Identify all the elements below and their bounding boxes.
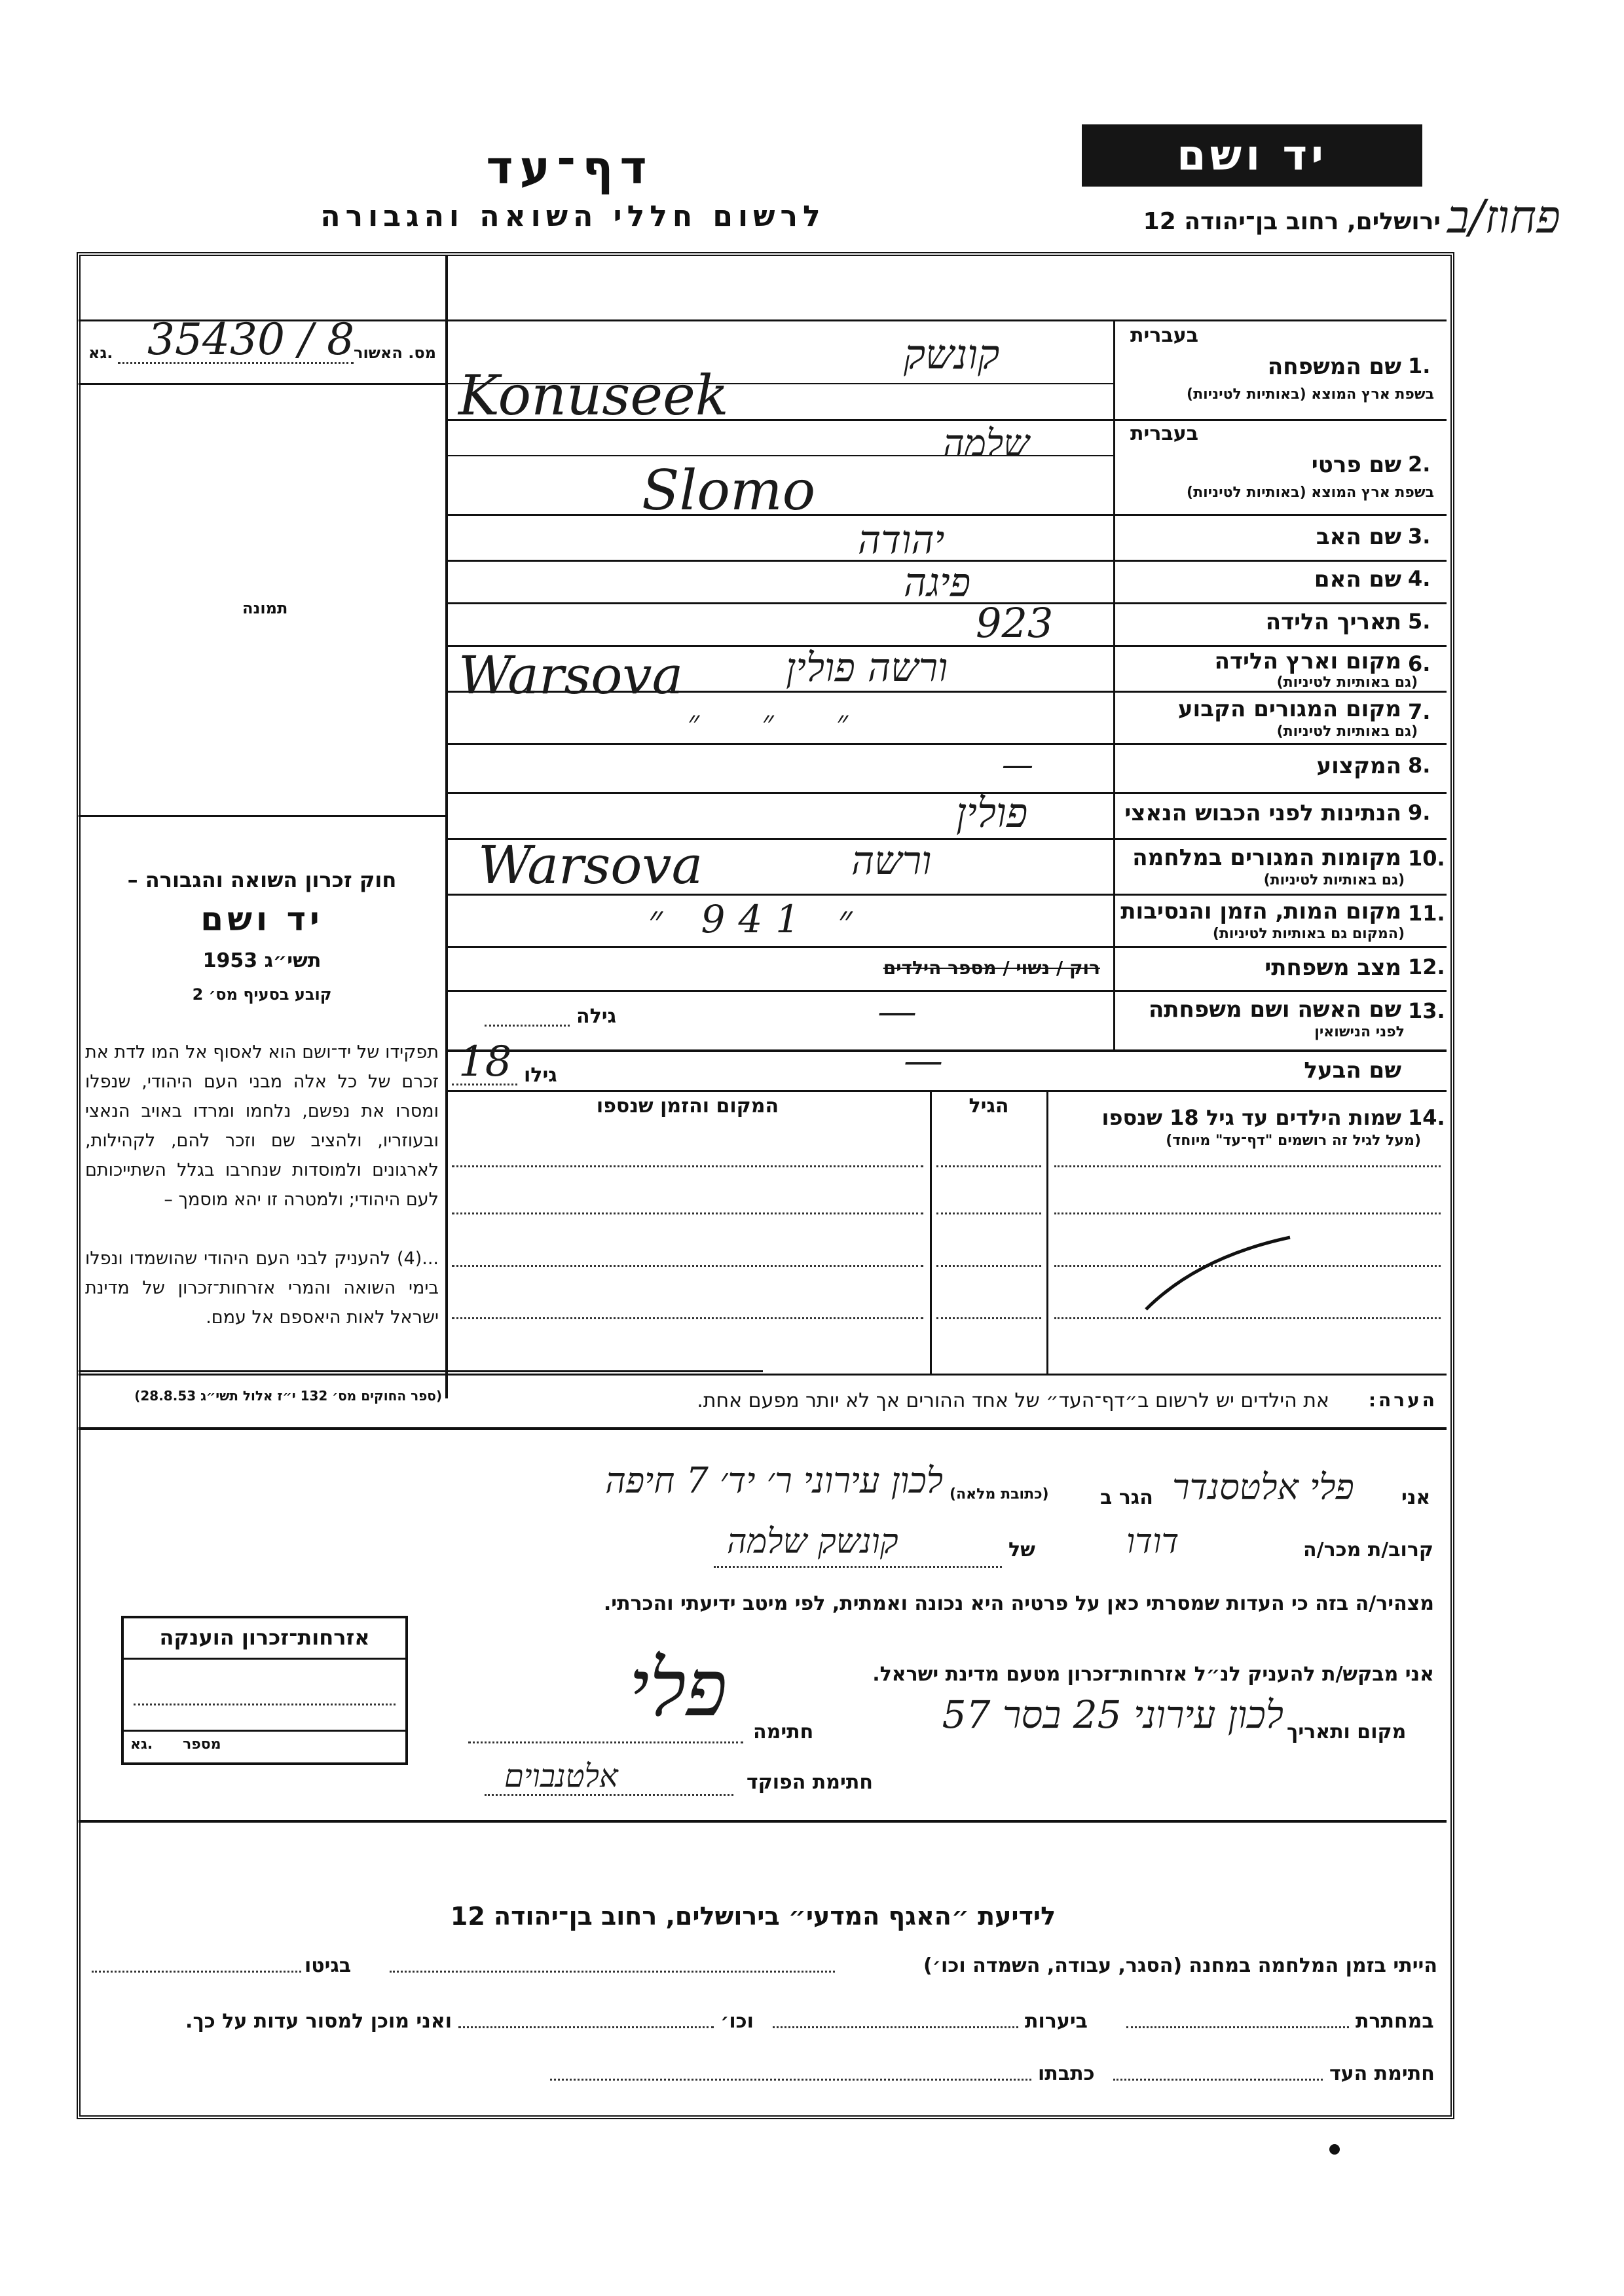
field-4-label: שם האם [1314, 566, 1401, 592]
witness-address-label: כתבתו [1038, 2062, 1095, 2085]
field-9-label: הנתינות לפני הכבוש הנאצי [1124, 800, 1401, 826]
relative-label: קרוב/ת מכר/ה [1303, 1539, 1433, 1561]
form-title: דף־עד [486, 141, 654, 194]
resides-label: הגר ב [1100, 1486, 1153, 1509]
forests-label: ביערות [1025, 2010, 1088, 2033]
field-5-label: תאריך הלידה [1265, 609, 1401, 635]
declarant-address: לכון עירוני ר׳ יד׳ 7 חיפה [605, 1460, 943, 1501]
field-2-sub: בשפת ארץ המוצא (באותיות לטיניות) [1187, 484, 1434, 501]
field-13-value: — [877, 989, 917, 1034]
law-section: קובע בסעיף מס׳ 2 [192, 985, 332, 1004]
field-2-lang: בעברית [1130, 422, 1198, 445]
header-address: ירושלים, רחוב בן־יהודה 12 [1143, 208, 1441, 235]
form-subtitle: לרשום חללי השואה והגבורה [320, 200, 826, 233]
serial-suffix: גא. [88, 344, 113, 362]
field-9-num: 9. [1408, 800, 1431, 825]
field-12-value: רוק / נשוי / מספר הילדים [883, 957, 1100, 979]
note-label: הערה: [1368, 1389, 1437, 1411]
partisans-label: במחתרת [1356, 2010, 1434, 2033]
bottom-line1: הייתי בזמן המלחמה במחנה (הסגר, עבודה, השמדה וכו׳) [923, 1954, 1437, 1977]
place-date-value: לכון עירוני 25 בסר 57 [942, 1692, 1283, 1737]
field-8-num: 8. [1408, 753, 1431, 778]
children-sub: (מעל לגיל זה רושמים "דף־עד" מיוחד) [1166, 1133, 1421, 1149]
law-reference: (ספר החוקים מס׳ 132 י״ז אלול תשי״ג 28.8.53) [134, 1388, 442, 1404]
field-2-hebrew-value: שלמה [943, 422, 1029, 465]
field-3-value: יהודה [858, 517, 945, 563]
field-13-label: שם האשה ושם משפחתה [1148, 996, 1401, 1023]
husband-value-dash: — [904, 1038, 943, 1084]
citizenship-box [121, 1616, 408, 1765]
declaration-request: אני מבקש/ת להעניק לנ״ל אזרחות־זכרון מטעם מדינת ישראל. [872, 1663, 1434, 1686]
field-10-num: 10. [1408, 846, 1445, 871]
wife-age-label: גילה [576, 1005, 616, 1028]
husband-label: שם הבעל [1304, 1057, 1401, 1084]
witness-signature-label: חתימת העד [1329, 2062, 1435, 2085]
field-6-sub: (גם באותיות לטיניות) [1276, 674, 1418, 691]
husband-age-label: גילו [524, 1064, 557, 1087]
field-10-latin-value: Warsova [478, 835, 703, 896]
of-label: של [1008, 1539, 1035, 1561]
declaration-statement: מצהיר/ה בזה כי העדות שמסרתי כאן על פרטיה היא נכונה ואמתית, לפי מיטב ידיעתי והכרתי. [603, 1592, 1434, 1615]
field-7-sub: (גם באותיות לטיניות) [1276, 723, 1418, 740]
signature-value: פלי [629, 1643, 728, 1734]
field-11-sub: (המקום גם באותיות לטיניות) [1212, 926, 1405, 942]
etc-label: וכו׳ [720, 2010, 754, 2033]
field-6-latin-value: Warsova [458, 645, 684, 706]
field-7-num: 7. [1408, 699, 1431, 724]
children-crossout-stroke [1139, 1231, 1297, 1316]
field-1-sub: בשפת ארץ המוצא (באותיות לטיניות) [1187, 386, 1434, 403]
declarant-label: אני [1401, 1486, 1431, 1509]
children-col-age: הגיל [969, 1095, 1009, 1118]
law-year: תשי״ג 1953 [202, 949, 322, 972]
officer-signature: אלטנבוים [504, 1758, 618, 1795]
field-1-num: 1. [1408, 354, 1431, 378]
ready-text: ואני מוכן למסור עדות על כך. [185, 2010, 452, 2033]
field-10-hebrew-value: ורשה [851, 838, 932, 884]
stray-dot [1329, 2144, 1340, 2155]
citizenship-number-suffix: גא. [130, 1736, 153, 1753]
field-5-num: 5. [1408, 609, 1431, 634]
field-1-lang: בעברית [1130, 324, 1198, 347]
yad-vashem-logo: יד ושם [1082, 124, 1422, 187]
photo-label: תמונה [242, 599, 288, 617]
field-11-label: מקום המות, הזמן והנסיבות [1120, 898, 1401, 924]
field-4-value: פיגה [904, 560, 971, 606]
citizenship-box-title: אזרחות־זכרון הוענקה [159, 1625, 370, 1650]
field-2-label: שם פרטי [1311, 452, 1401, 478]
children-col-place: המקום והזמן שנספו [596, 1095, 779, 1118]
signature-label: חתימה [753, 1721, 814, 1743]
field-5-value: 923 [976, 599, 1054, 647]
field-8-label: המקצוע [1316, 753, 1401, 779]
field-13-num: 13. [1408, 998, 1445, 1023]
field-4-num: 4. [1408, 566, 1431, 591]
field-9-value: פולין [956, 789, 1028, 837]
husband-age-value: 18 [458, 1038, 512, 1086]
law-name: יד ושם [200, 900, 323, 938]
field-10-label: מקומות המגורים במלחמה [1132, 845, 1401, 871]
law-text-2: ...(4) להעניק לבני העם היהודי שהושמדו ונפלו בימי השואה והמרי אזרחות־זכרון של מדינת ישראל לאות היאספם אל עמם. [85, 1248, 439, 1328]
field-8-value: — [1002, 746, 1033, 783]
field-6-label: מקום וארץ הלידה [1214, 648, 1401, 674]
field-3-label: שם האב [1316, 524, 1401, 550]
of-value: קונשק שלמה [727, 1522, 898, 1561]
field-11-value: ״ 941 ״ [648, 897, 866, 941]
field-12-label: מצב משפחתי [1264, 955, 1401, 981]
field-12-num: 12. [1408, 955, 1445, 979]
ghetto-label: בגיטו [304, 1954, 352, 1977]
field-1-label: שם המשפחה [1267, 354, 1401, 380]
declarant-name: פלי אלטסנדר [1172, 1467, 1354, 1508]
field-14-num: 14. [1408, 1105, 1445, 1130]
field-6-num: 6. [1408, 651, 1431, 676]
citizenship-number-label: מספר [183, 1736, 221, 1753]
field-3-num: 3. [1408, 524, 1431, 549]
field-2-num: 2. [1408, 452, 1431, 477]
field-1-hebrew-value: קונשק [904, 331, 1000, 378]
serial-label: מס. האשור [354, 344, 436, 362]
address-hint: (כתובת מלאה) [950, 1486, 1049, 1503]
bottom-title: לידיעת ״האגף המדעי״ בירושלים, רחוב בן־יהודה 12 [450, 1902, 1056, 1931]
field-7-label: מקום המגורים הקבוע [1177, 696, 1401, 722]
children-label: שמות הילדים עד גיל 18 שנספו [1101, 1105, 1401, 1130]
field-11-num: 11. [1408, 901, 1445, 926]
relative-value: דודו [1126, 1522, 1179, 1561]
law-text: תפקידו של יד־ושם הוא לאסוף אל המו לדת את זכרם של כל אלה מבני העם היהודי, שנפלו ומסרו את נפשם, נלחמו ומרדו באויב הנאצי ובעוזריו, ולהציב שם וזכר להם, לקהילות, לארגונים ולמוסדות שנחרבו בגלל השתייכותם לעם היהודי; ולמטרה זו יהא מוסמך – [85, 1042, 439, 1210]
field-7-value: ״ ״ ״ [688, 704, 875, 740]
law-title: חוק זכרון השואה והגבורה – [127, 867, 397, 892]
field-13-sub: לפני הנישואין [1314, 1024, 1405, 1040]
officer-label: חתימת הפוקד [747, 1771, 873, 1794]
handwritten-corner-note: פחוז/ב [1447, 190, 1560, 244]
field-2-latin-value: Slomo [642, 458, 816, 522]
serial-value: 35430 / 8 [147, 314, 355, 365]
field-10-sub: (גם באותיות לטיניות) [1263, 872, 1405, 888]
field-1-latin-value: Konuseek [458, 363, 729, 428]
place-date-label: מקום ותאריך [1287, 1721, 1407, 1743]
field-6-hebrew-value: ורשה פולין [786, 645, 948, 691]
note-text: את הילדים יש לרשום ב״דף־העד״ של אחד ההורים אך לא יותר מפעם אחת. [697, 1389, 1329, 1412]
